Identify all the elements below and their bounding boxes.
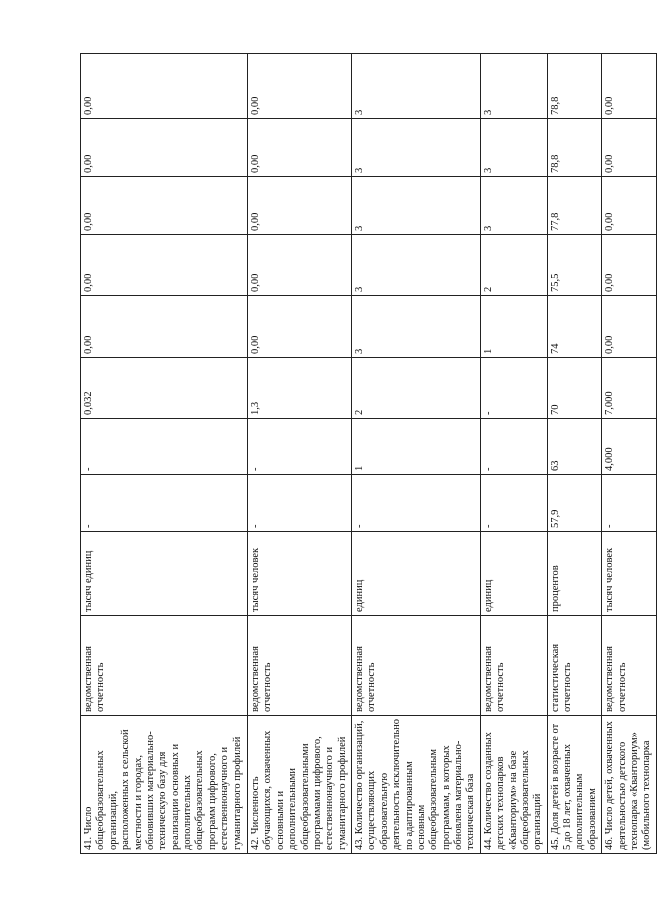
indicator-cell: 42. Численность обучающихся, охваченных основными и дополнительными общеобразовательными программами цифрового, естественнонаучного и гуманитарного профилей [248, 716, 352, 854]
value-cell: 3 [352, 54, 481, 119]
unit-cell: единиц [352, 532, 481, 616]
source-cell: ведомственная отчетность [81, 616, 248, 716]
value-cell: - [248, 419, 352, 475]
indicator-cell: 44. Количество созданных детских технопарков «Кванториум» на базе общеобразовательных организаций [480, 716, 547, 854]
unit-cell: тысяч человек [602, 532, 657, 616]
table-row [248, 54, 352, 854]
indicators-table [80, 53, 657, 854]
value-cell: 0,00 [81, 296, 248, 358]
value-cell: 3 [480, 119, 547, 177]
value-cell: 4,000 [602, 419, 657, 475]
value-cell: 70 [547, 358, 602, 419]
table-row [547, 54, 602, 854]
value-cell: 2 [352, 358, 481, 419]
value-cell: 3 [352, 177, 481, 235]
unit-cell: тысяч единиц [81, 532, 248, 616]
source-cell: статистическая отчетность [547, 616, 602, 716]
value-cell: 0,00 [602, 177, 657, 235]
value-cell: 0,00 [81, 235, 248, 296]
value-cell: 7,000 [602, 358, 657, 419]
value-cell: 3 [480, 177, 547, 235]
value-cell: 57,9 [547, 475, 602, 532]
table-row [602, 54, 657, 854]
value-cell: 0,00 [81, 54, 248, 119]
value-cell: 1 [480, 296, 547, 358]
value-cell: 0,00 [248, 296, 352, 358]
value-cell: 0,032 [81, 358, 248, 419]
unit-cell: единиц [480, 532, 547, 616]
value-cell: - [81, 419, 248, 475]
indicator-cell: 45. Доля детей в возрасте от 5 до 18 лет, охваченных дополнительным образованием [547, 716, 602, 854]
value-cell: - [248, 475, 352, 532]
value-cell: 0,00 [602, 235, 657, 296]
value-cell: 1 [352, 419, 481, 475]
unit-cell: тысяч человек [248, 532, 352, 616]
value-cell: 75,5 [547, 235, 602, 296]
value-cell: 77,8 [547, 177, 602, 235]
value-cell: 0,00 [81, 177, 248, 235]
indicator-cell: 41. Число общеобразовательных организаций, расположенных в сельской местности и городах, обновивших материально-техническую базу для реализации основных и дополнительных общеобразовательных программ цифрового, естественнонаучного и гуманитарного профилей [81, 716, 248, 854]
source-cell: ведомственная отчетность [480, 616, 547, 716]
value-cell: 3 [352, 119, 481, 177]
source-cell: ведомственная отчетность [248, 616, 352, 716]
value-cell: 63 [547, 419, 602, 475]
indicators-table-rotated [80, 54, 653, 854]
value-cell: 0,00 [602, 54, 657, 119]
value-cell: 0,00 [248, 54, 352, 119]
value-cell: 0,00 [248, 235, 352, 296]
value-cell: - [602, 475, 657, 532]
value-cell: 0,00 [248, 119, 352, 177]
value-cell: 0,00 [81, 119, 248, 177]
value-cell: 3 [352, 235, 481, 296]
table-row [480, 54, 547, 854]
value-cell: 3 [480, 54, 547, 119]
value-cell: 3 [352, 296, 481, 358]
value-cell: - [480, 419, 547, 475]
value-cell: 74 [547, 296, 602, 358]
value-cell: - [81, 475, 248, 532]
indicator-cell: 43. Количество организаций, осуществляющих образовательную деятельность исключительно по адаптированным основным общеобразовательным программам, в которых обновлена материально-техническая база [352, 716, 481, 854]
value-cell: - [480, 358, 547, 419]
unit-cell: процентов [547, 532, 602, 616]
value-cell: 0,00 [602, 296, 657, 358]
value-cell: 78,8 [547, 54, 602, 119]
value-cell: 0,00 [602, 119, 657, 177]
indicator-cell: 46. Число детей, охваченных деятельностью детского технопарка «Кванториум» (мобильного технопарка [602, 716, 657, 854]
source-cell: ведомственная отчетность [352, 616, 481, 716]
value-cell: 0,00 [248, 177, 352, 235]
table-row [81, 54, 248, 854]
value-cell: 1,3 [248, 358, 352, 419]
value-cell: 78,8 [547, 119, 602, 177]
value-cell: - [480, 475, 547, 532]
source-cell: ведомственная отчетность [602, 616, 657, 716]
value-cell: 2 [480, 235, 547, 296]
value-cell: - [352, 475, 481, 532]
table-row [352, 54, 481, 854]
